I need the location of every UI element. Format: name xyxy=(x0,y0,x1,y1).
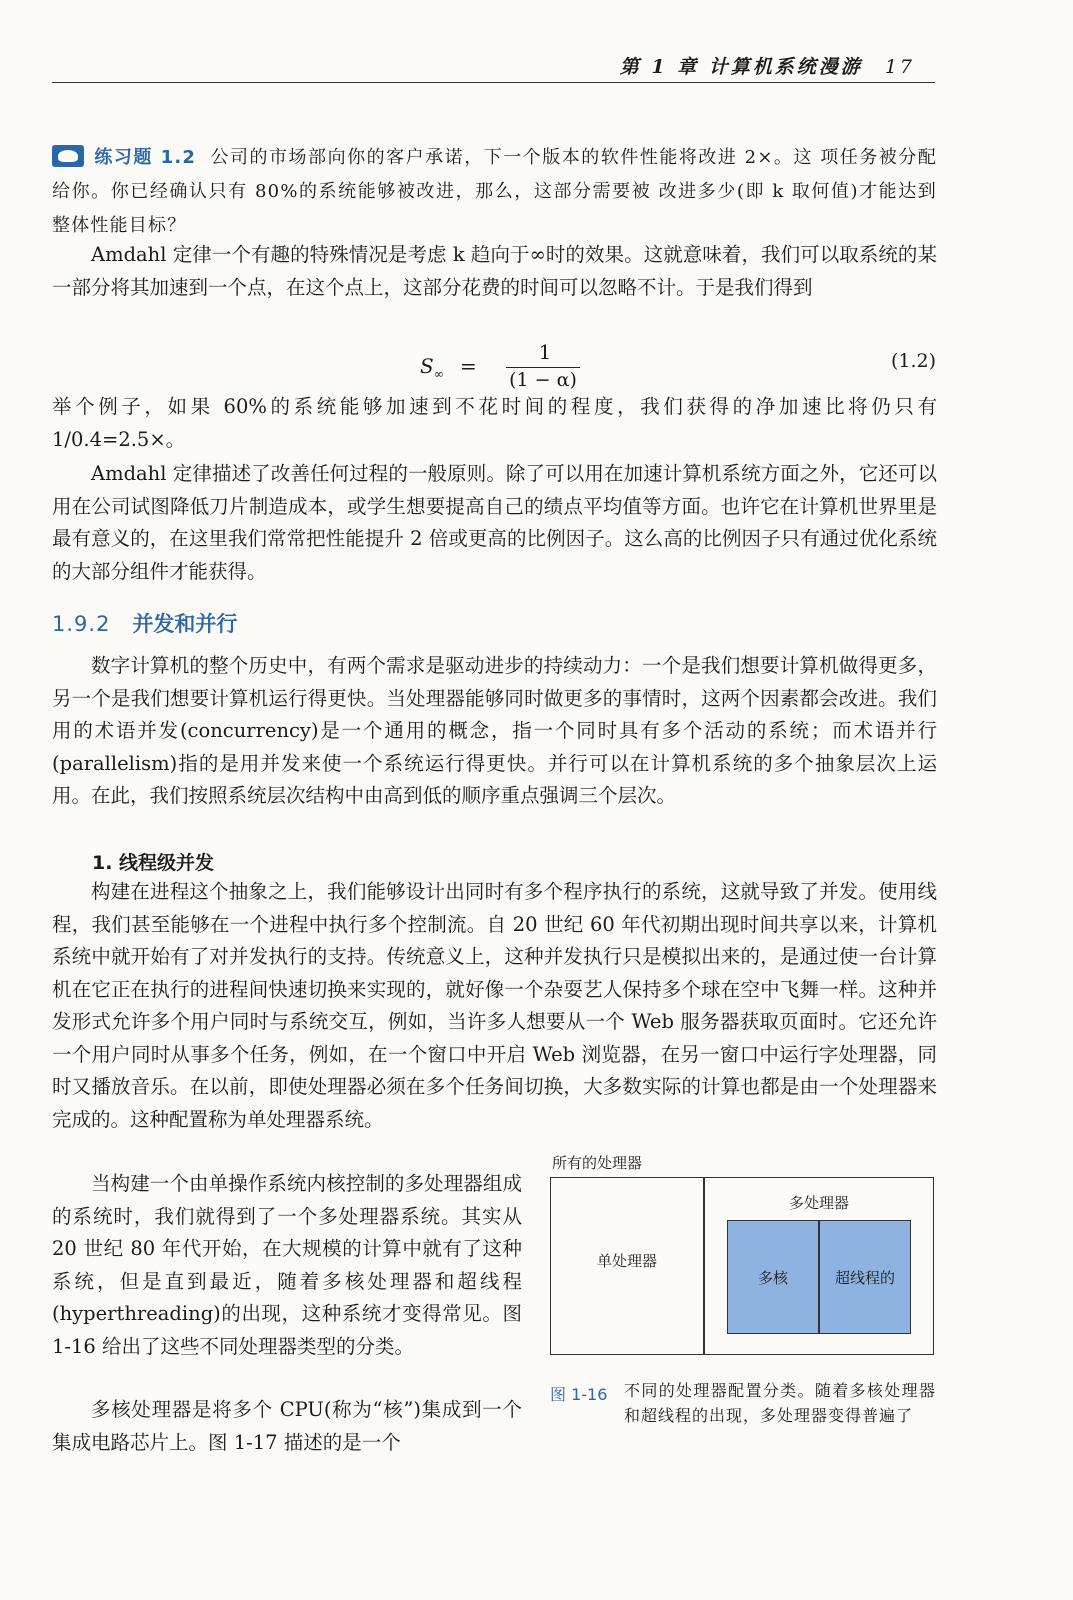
formula-numerator: 1 xyxy=(538,340,552,364)
formula-lhs-subscript: ∞ xyxy=(433,367,444,381)
figure-1-16 xyxy=(550,1177,934,1355)
hyperthreaded-region: 超线程的 xyxy=(834,1268,895,1287)
exercise-line-3: 改进多少(即 k 取何值)才能达到整体性能目标？ xyxy=(52,181,937,236)
multiprocessor-label: 多处理器 xyxy=(788,1194,849,1212)
formula-lhs: $S_\infty$ xyxy=(420,354,444,381)
formula-equals: = xyxy=(460,354,477,378)
uniprocessor-region: 单处理器 xyxy=(596,1251,657,1270)
section-heading xyxy=(52,608,237,638)
formula-denominator: (1 − α) xyxy=(509,369,577,391)
figure-caption-number: 图 1-16 xyxy=(550,1385,608,1404)
exercise-line-1: 公司的市场部向你的客户承诺，下一个版本的软件性能将改进 2×。这 xyxy=(210,147,813,168)
subsection-heading: 1. 线程级并发 xyxy=(92,852,215,874)
exercise-line-2: 项任务被分配给你。你已经确认只有 80%的系统能够被改进，那么，这部分需要被 xyxy=(52,147,938,202)
paragraph-thread-level: 构建在进程这个抽象之上，我们能够设计出同时有多个程序执行的系统，这就导致了并发。使用线程，我们甚至能够在一个进程中执行多个控制流。自 20 世纪 60 年代初期出现时间共享以来，计算机系统中就开始有了对并发执行的支持。传统意义上，这种并发执行只是模拟出来的，是通过使一台计算机在它正在执行的进程间快速切换来实现的，就好像一个杂耍艺人保持多个球在空中飞舞一样。这种并发形式允许多个用户同时与系统交互，例如，当许多人想要从一个 Web 服务器获取页面时。它还允许一个用户同时从事多个任务，例如，在一个窗口中开启 Web 浏览器，在另一窗口中运行字处理器，同时又播放音乐。在以前，即使处理器必须在多个任务间切换，大多数实际的计算也都是由一个处理器来完成的。这种配置称为单处理器系统。 xyxy=(52,880,937,1131)
multiprocessor-inner-box xyxy=(727,1220,911,1334)
paragraph-multicore: 多核处理器是将多个 CPU(称为“核”)集成到一个集成电路芯片上。图 1-17 描述的是一个 xyxy=(52,1398,522,1454)
running-head xyxy=(620,52,915,79)
section-number: 1.9.2 xyxy=(52,612,111,636)
paragraph-amdahl-infinity: Amdahl 定律一个有趣的特殊情况是考虑 k 趋向于∞时的效果。这就意味着，我们可以取系统的某一部分将其加速到一个点，在这个点上，这部分花费的时间可以忽略不计。于是我们得到 xyxy=(52,243,937,299)
page-header xyxy=(52,50,935,83)
paragraph-multiprocessor: 当构建一个由单操作系统内核控制的多处理器组成的系统时，我们就得到了一个多处理器系统。其实从 20 世纪 80 年代开始，在大规模的计算中就有了这种系统，但是直到最近，随着多核处理器和超线程(hyperthreading)的出现，这种系统才变得常见。图 1-16 给出了这些不同处理器类型的分类。 xyxy=(52,1172,522,1358)
paragraph-example: 举个例子，如果 60%的系统能够加速到不花时间的程度，我们获得的净加速比将仍只有 1/0.4=2.5×。 xyxy=(52,395,937,451)
chapter-title: 第 1 章 计算机系统漫游 xyxy=(619,56,863,78)
paragraph-concurrency: 数字计算机的整个历史中，有两个需求是驱动进步的持续动力：一个是我们想要计算机做得更多，另一个是我们想要计算机运行得更快。当处理器能够同时做更多的事情时，这两个因素都会改进。我们用的术语并发(concurrency)是一个通用的概念，指一个同时具有多个活动的系统；而术语并行(parallelism)指的是用并发来使一个系统运行得更快。并行可以在计算机系统的多个抽象层次上运用。在此，我们按照系统层次结构中由高到低的顺序重点强调三个层次。 xyxy=(52,654,937,807)
section-title: 并发和并行 xyxy=(132,612,238,636)
figure-all-processors-label: 所有的处理器 xyxy=(552,1154,643,1172)
exercise-label: 练习题 1.2 xyxy=(94,147,197,168)
exercise-icon xyxy=(52,145,84,167)
multicore-region: 多核 xyxy=(757,1268,788,1287)
formula-1-2 xyxy=(420,340,660,390)
figure-caption-text: 不同的处理器配置分类。随着多核处理器和超线程的出现，多处理器变得普遍了 xyxy=(624,1381,936,1425)
page-number: 17 xyxy=(884,56,915,78)
equation-number: (1.2) xyxy=(890,350,936,372)
paragraph-amdahl-principle: Amdahl 定律描述了改善任何过程的一般原则。除了可以用在加速计算机系统方面之外，它还可以用在公司试图降低刀片制造成本，或学生想要提高自己的绩点平均值等方面。也许它在计算机世界里是最有意义的，在这里我们常常把性能提升 2 倍或更高的比例因子。这么高的比例因子只有通过优化系统的大部分组件才能获得。 xyxy=(52,462,937,583)
exercise-block xyxy=(52,141,937,243)
